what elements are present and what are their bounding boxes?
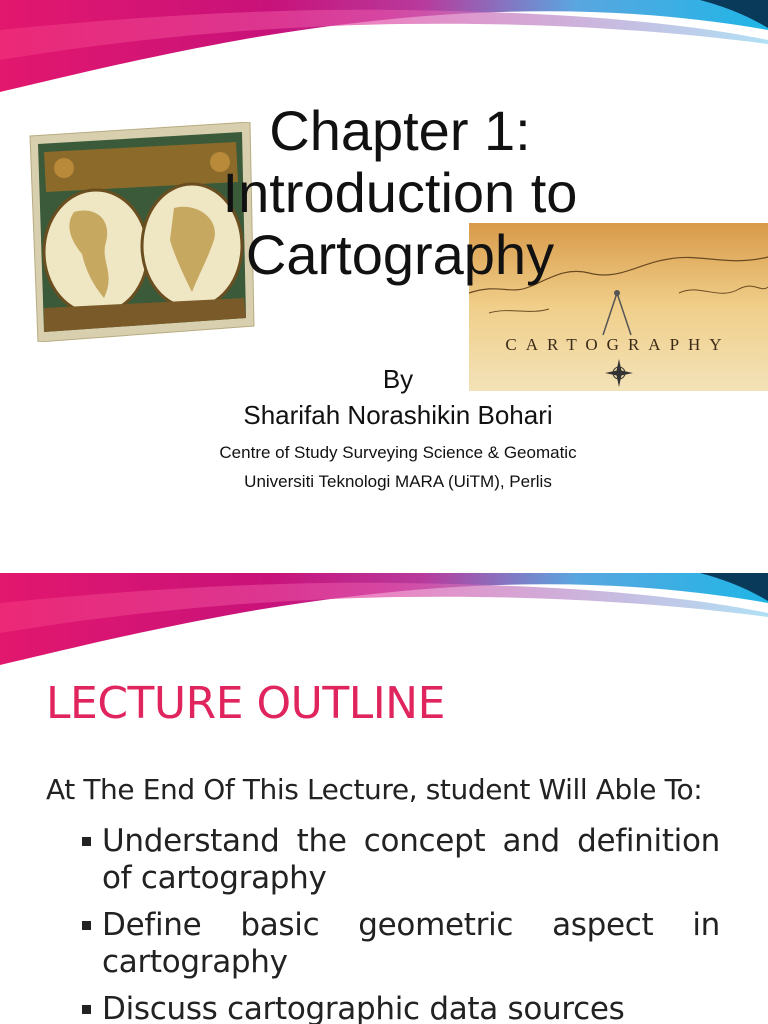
slide-gap (0, 545, 768, 573)
bullet-item: Understand the concept and definition of cartography (80, 823, 720, 897)
cartography-image-text: CARTOGRAPHY (505, 335, 731, 354)
outline-bullet-list (80, 823, 720, 1024)
title-line-2: Introduction to (222, 161, 578, 224)
decorative-banner (0, 0, 768, 95)
affiliation-centre: Centre of Study Surveying Science & Geomatic (219, 443, 577, 462)
lecture-outline-heading: LECTURE OUTLINE (46, 678, 445, 729)
bullet-item: Define basic geometric aspect in cartography (80, 907, 720, 981)
title-line-1: Chapter 1: (269, 99, 531, 162)
bullet-item: Discuss cartographic data sources (80, 991, 720, 1024)
author-name: Sharifah Norashikin Bohari (243, 400, 553, 430)
slide-title (150, 100, 650, 286)
decorative-banner (0, 573, 768, 668)
title-line-3: Cartography (245, 223, 555, 286)
outline-intro: At The End Of This Lecture, student Will Able To: (46, 773, 703, 806)
by-label: By (382, 364, 414, 394)
outline-slide (0, 573, 768, 1024)
affiliation-university: Universiti Teknologi MARA (UiTM), Perlis (244, 472, 552, 491)
